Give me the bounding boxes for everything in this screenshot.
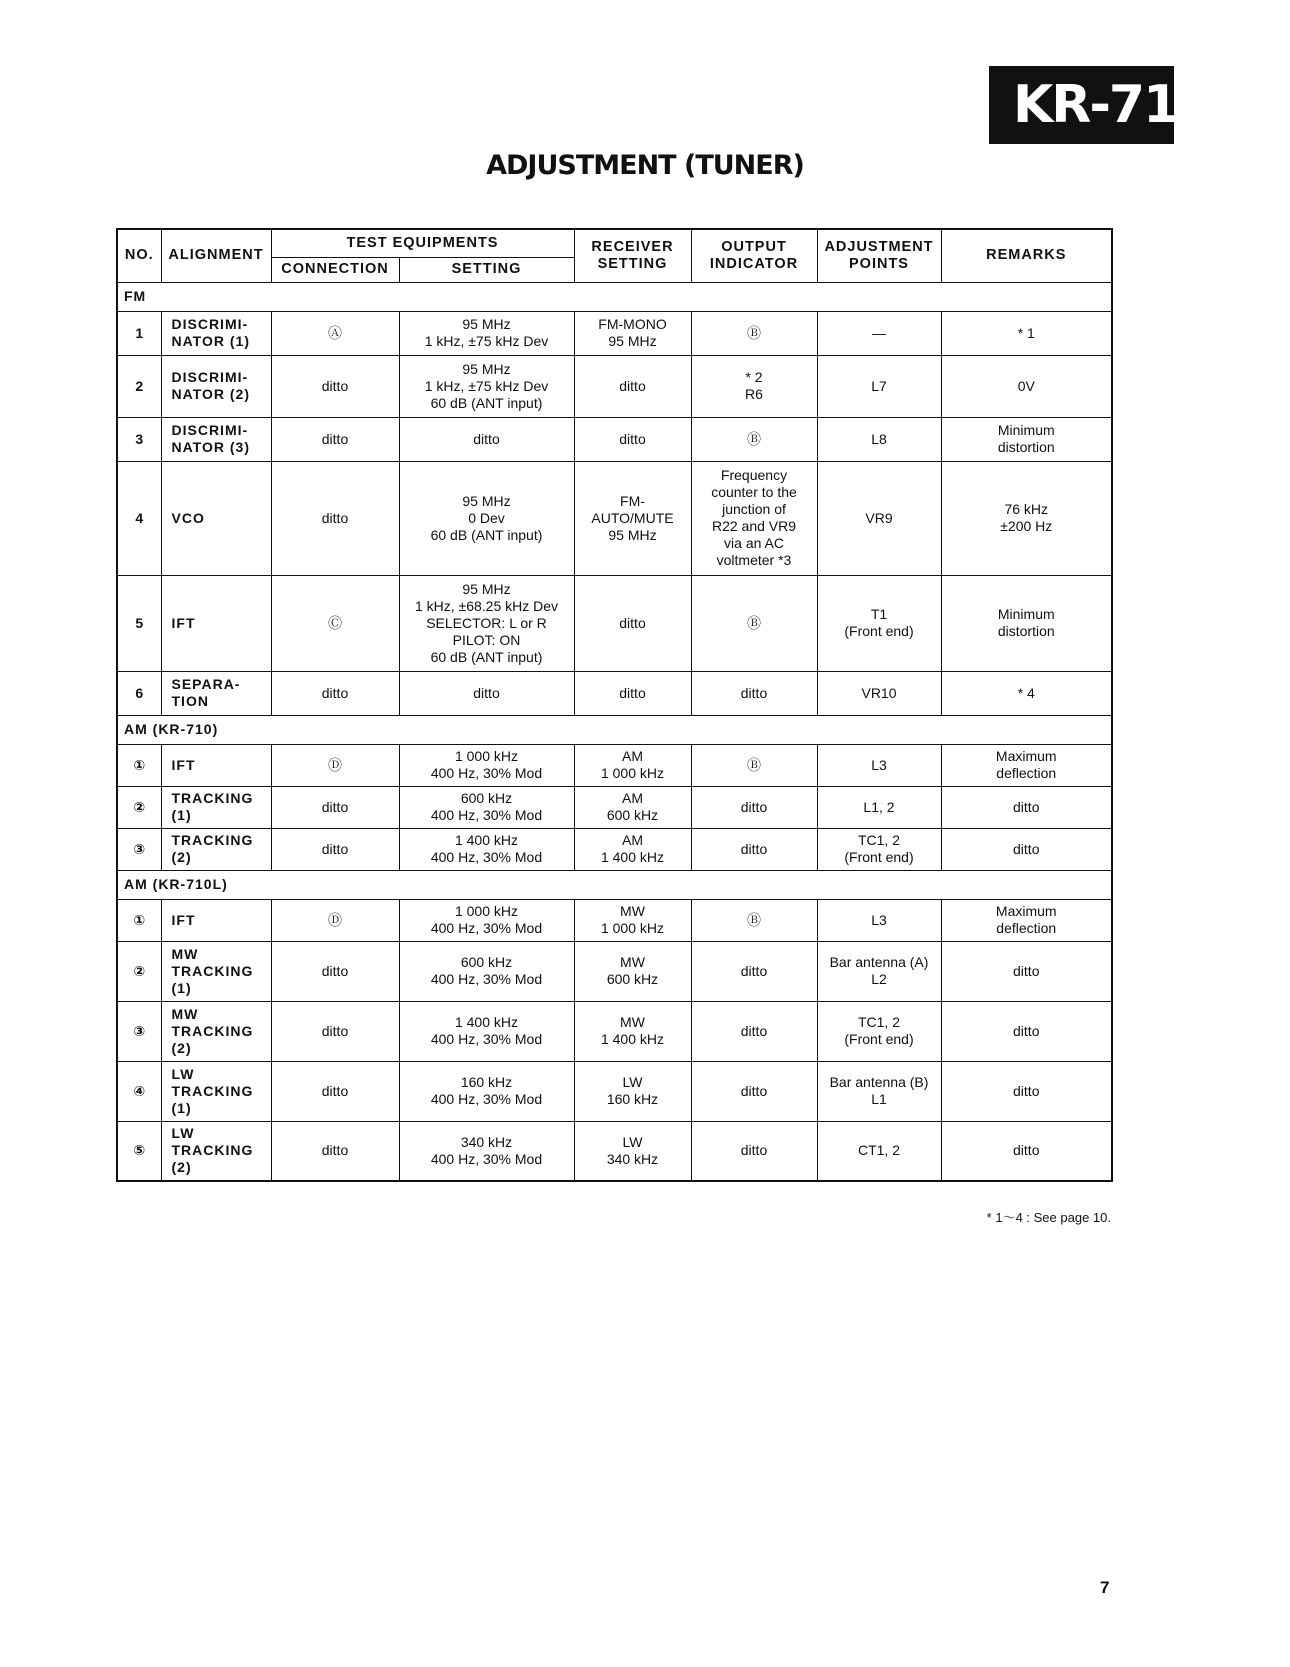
row-adjustment-points: T1 (Front end) <box>817 575 941 671</box>
table-row <box>117 355 1112 417</box>
section-am-kr710: AM (KR-710) <box>117 715 1112 744</box>
row-no: 5 <box>117 575 161 671</box>
row-connection: ditto <box>271 786 399 828</box>
row-connection: Ⓐ <box>271 311 399 355</box>
row-remarks: 76 kHz ±200 Hz <box>941 461 1112 575</box>
row-receiver-setting: MW 600 kHz <box>574 941 691 1001</box>
section-am-kr710l: AM (KR-710L) <box>117 870 1112 899</box>
row-no: ② <box>117 786 161 828</box>
row-receiver-setting: FM- AUTO/MUTE 95 MHz <box>574 461 691 575</box>
row-receiver-setting: MW 1 000 kHz <box>574 899 691 941</box>
row-setting: 1 000 kHz 400 Hz, 30% Mod <box>399 899 574 941</box>
row-receiver-setting: LW 160 kHz <box>574 1061 691 1121</box>
row-adjustment-points: — <box>817 311 941 355</box>
row-connection: ditto <box>271 461 399 575</box>
header-remarks: REMARKS <box>941 229 1112 282</box>
row-output-indicator: * 2 R6 <box>691 355 817 417</box>
row-alignment: LW TRACKING (1) <box>161 1061 271 1121</box>
page-title: ADJUSTMENT (TUNER) <box>486 150 804 181</box>
row-adjustment-points: TC1, 2 (Front end) <box>817 1001 941 1061</box>
row-adjustment-points: L3 <box>817 899 941 941</box>
row-no: 6 <box>117 671 161 715</box>
row-output-indicator: ditto <box>691 941 817 1001</box>
model-badge: KR-710(L) <box>989 66 1174 144</box>
row-setting: ditto <box>399 417 574 461</box>
row-no: ⑤ <box>117 1121 161 1181</box>
row-alignment: DISCRIMI- NATOR (2) <box>161 355 271 417</box>
row-no: ② <box>117 941 161 1001</box>
row-setting: 95 MHz 1 kHz, ±75 kHz Dev <box>399 311 574 355</box>
row-connection: ditto <box>271 671 399 715</box>
table-row <box>117 1121 1112 1181</box>
row-alignment: DISCRIMI- NATOR (3) <box>161 417 271 461</box>
row-output-indicator: ditto <box>691 1061 817 1121</box>
footnote: * 1～4 : See page 10. <box>986 1210 1111 1225</box>
row-receiver-setting: ditto <box>574 355 691 417</box>
row-no: 1 <box>117 311 161 355</box>
row-output-indicator: ditto <box>691 1121 817 1181</box>
row-connection: Ⓒ <box>271 575 399 671</box>
row-output-indicator: Ⓑ <box>691 899 817 941</box>
row-remarks: ditto <box>941 828 1112 870</box>
adjustment-table-container <box>116 228 1111 1182</box>
row-remarks: Maximum deflection <box>941 744 1112 786</box>
row-alignment: LW TRACKING (2) <box>161 1121 271 1181</box>
row-connection: Ⓓ <box>271 899 399 941</box>
row-connection: ditto <box>271 1001 399 1061</box>
row-output-indicator: Ⓑ <box>691 311 817 355</box>
row-setting: 95 MHz 0 Dev 60 dB (ANT input) <box>399 461 574 575</box>
row-output-indicator: ditto <box>691 1001 817 1061</box>
row-receiver-setting: ditto <box>574 575 691 671</box>
table-row <box>117 311 1112 355</box>
row-setting: 1 400 kHz 400 Hz, 30% Mod <box>399 828 574 870</box>
row-alignment: TRACKING (2) <box>161 828 271 870</box>
row-adjustment-points: CT1, 2 <box>817 1121 941 1181</box>
row-connection: ditto <box>271 417 399 461</box>
header-receiver-setting: RECEIVER SETTING <box>574 229 691 282</box>
row-receiver-setting: AM 600 kHz <box>574 786 691 828</box>
row-remarks: ditto <box>941 1061 1112 1121</box>
row-receiver-setting: AM 1 400 kHz <box>574 828 691 870</box>
row-no: 4 <box>117 461 161 575</box>
row-receiver-setting: FM-MONO 95 MHz <box>574 311 691 355</box>
header-adjustment-points: ADJUSTMENT POINTS <box>817 229 941 282</box>
row-adjustment-points: VR10 <box>817 671 941 715</box>
row-receiver-setting: ditto <box>574 417 691 461</box>
header-connection: CONNECTION <box>271 257 399 282</box>
row-no: ③ <box>117 828 161 870</box>
table-row <box>117 1061 1112 1121</box>
adjustment-table <box>116 228 1113 1182</box>
row-connection: ditto <box>271 828 399 870</box>
row-setting: ditto <box>399 671 574 715</box>
row-remarks: Minimum distortion <box>941 575 1112 671</box>
row-remarks: * 1 <box>941 311 1112 355</box>
table-row <box>117 899 1112 941</box>
row-remarks: ditto <box>941 1001 1112 1061</box>
row-receiver-setting: AM 1 000 kHz <box>574 744 691 786</box>
row-remarks: ditto <box>941 786 1112 828</box>
row-remarks: Maximum deflection <box>941 899 1112 941</box>
row-connection: ditto <box>271 1121 399 1181</box>
row-remarks: * 4 <box>941 671 1112 715</box>
row-output-indicator: ditto <box>691 786 817 828</box>
row-remarks: ditto <box>941 1121 1112 1181</box>
row-output-indicator: Ⓑ <box>691 417 817 461</box>
row-alignment: VCO <box>161 461 271 575</box>
row-alignment: DISCRIMI- NATOR (1) <box>161 311 271 355</box>
table-row <box>117 461 1112 575</box>
row-remarks: 0V <box>941 355 1112 417</box>
row-no: 2 <box>117 355 161 417</box>
table-row <box>117 575 1112 671</box>
row-setting: 600 kHz 400 Hz, 30% Mod <box>399 786 574 828</box>
row-output-indicator: ditto <box>691 671 817 715</box>
row-alignment: IFT <box>161 744 271 786</box>
row-setting: 95 MHz 1 kHz, ±75 kHz Dev 60 dB (ANT input) <box>399 355 574 417</box>
header-output-indicator: OUTPUT INDICATOR <box>691 229 817 282</box>
row-adjustment-points: L3 <box>817 744 941 786</box>
section-fm: FM <box>117 282 1112 311</box>
row-no: ① <box>117 899 161 941</box>
row-adjustment-points: TC1, 2 (Front end) <box>817 828 941 870</box>
row-connection: Ⓓ <box>271 744 399 786</box>
row-alignment: SEPARA- TION <box>161 671 271 715</box>
row-setting: 1 000 kHz 400 Hz, 30% Mod <box>399 744 574 786</box>
row-adjustment-points: L8 <box>817 417 941 461</box>
row-output-indicator: Ⓑ <box>691 575 817 671</box>
row-connection: ditto <box>271 1061 399 1121</box>
header-alignment: ALIGNMENT <box>161 229 271 282</box>
table-row <box>117 828 1112 870</box>
row-adjustment-points: L1, 2 <box>817 786 941 828</box>
row-setting: 600 kHz 400 Hz, 30% Mod <box>399 941 574 1001</box>
row-no: ① <box>117 744 161 786</box>
row-remarks: Minimum distortion <box>941 417 1112 461</box>
row-setting: 340 kHz 400 Hz, 30% Mod <box>399 1121 574 1181</box>
row-setting: 1 400 kHz 400 Hz, 30% Mod <box>399 1001 574 1061</box>
row-connection: ditto <box>271 941 399 1001</box>
row-receiver-setting: LW 340 kHz <box>574 1121 691 1181</box>
row-alignment: IFT <box>161 575 271 671</box>
row-no: ③ <box>117 1001 161 1061</box>
row-output-indicator: Ⓑ <box>691 744 817 786</box>
row-adjustment-points: Bar antenna (B) L1 <box>817 1061 941 1121</box>
header-no: NO. <box>117 229 161 282</box>
row-no: 3 <box>117 417 161 461</box>
row-setting: 95 MHz 1 kHz, ±68.25 kHz Dev SELECTOR: L or R PILOT: ON 60 dB (ANT input) <box>399 575 574 671</box>
row-output-indicator: Frequency counter to the junction of R22 and VR9 via an AC voltmeter *3 <box>691 461 817 575</box>
header-setting: SETTING <box>399 257 574 282</box>
table-row <box>117 671 1112 715</box>
page-number: 7 <box>1100 1578 1110 1597</box>
table-row <box>117 941 1112 1001</box>
row-receiver-setting: ditto <box>574 671 691 715</box>
row-remarks: ditto <box>941 941 1112 1001</box>
row-setting: 160 kHz 400 Hz, 30% Mod <box>399 1061 574 1121</box>
row-adjustment-points: L7 <box>817 355 941 417</box>
header-test-equipments: TEST EQUIPMENTS <box>271 229 574 257</box>
row-alignment: MW TRACKING (1) <box>161 941 271 1001</box>
row-adjustment-points: VR9 <box>817 461 941 575</box>
row-alignment: IFT <box>161 899 271 941</box>
row-no: ④ <box>117 1061 161 1121</box>
table-row <box>117 417 1112 461</box>
row-receiver-setting: MW 1 400 kHz <box>574 1001 691 1061</box>
row-adjustment-points: Bar antenna (A) L2 <box>817 941 941 1001</box>
table-row <box>117 1001 1112 1061</box>
row-output-indicator: ditto <box>691 828 817 870</box>
row-alignment: MW TRACKING (2) <box>161 1001 271 1061</box>
row-alignment: TRACKING (1) <box>161 786 271 828</box>
table-row <box>117 786 1112 828</box>
row-connection: ditto <box>271 355 399 417</box>
table-row <box>117 744 1112 786</box>
